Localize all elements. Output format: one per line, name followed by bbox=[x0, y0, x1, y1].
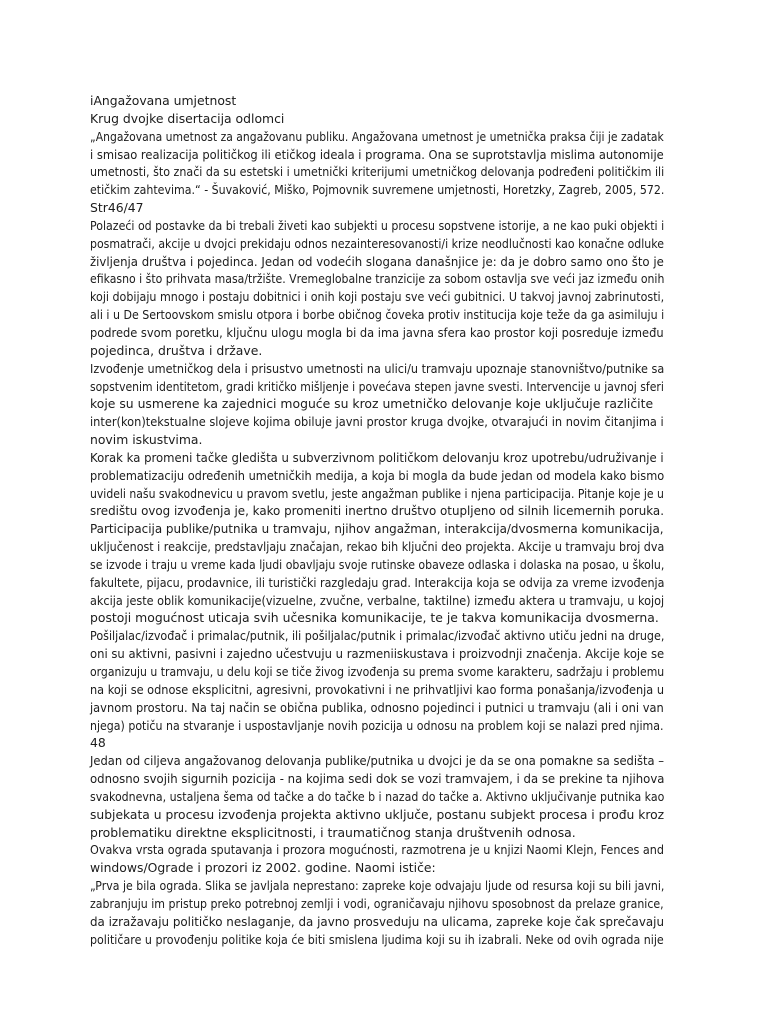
text-line: efikasno i što prihvata masa/tržište. Vremeglobalne tranzicije za sobom ostavlja sve veći jaz između onih bbox=[90, 271, 665, 287]
text-line: se izvode i traju u vreme kada ljudi obavljaju svoje rutinske obaveze odlaska i dolaska na posao, u školu, bbox=[90, 556, 665, 572]
text-line: umetnosti, što znači da su estetski i umetnički kriterijumi umetničkog delovanja podređeni političkim ili bbox=[90, 164, 665, 180]
text-line: akcija jeste oblik komunikacije(vizuelne, zvučne, verbalne, taktilne) između aktera u tramvaju, u kojoj bbox=[90, 592, 665, 608]
text-line: njega) potiču na stvaranje i uspostavljanje novih pozicija u odnosu na problem koji se nalazi pred njima. bbox=[90, 717, 664, 733]
text-line: pojedinca, društva i države. bbox=[90, 342, 263, 358]
text-line: Krug dvojke disertacija odlomci bbox=[90, 110, 285, 126]
text-line: življenja društva i pojedinca. Jedan od vodećih slogana današnjice je: da je dobro samo ono što je bbox=[90, 253, 664, 269]
text-line: svakodnevna, ustaljena šema od tačke a do tačke b i nazad do tačke a. Aktivno uključivanje putnika kao bbox=[90, 788, 665, 804]
text-line: sopstvenim identitetom, gradi kritičko mišljenje i povećava stepen javne svesti. Intervencije u javnoj sferi bbox=[90, 378, 664, 394]
text-line: odnosno svojih sigurnih pozicija - na kojima sedi dok se vozi tramvajem, i da se prekine ta njihova bbox=[90, 771, 665, 787]
text-line: inter(kon)tekstualne slojeve kojima obiluje javni prostor kruga dvojke, otvarajući in novim čitanjima i bbox=[90, 414, 664, 430]
text-line: ali i u De Sertoovskom smislu otpora i borbe običnog čoveka protiv institucija koje teže da ga asimiluju i bbox=[90, 307, 665, 323]
text-line: problematizaciju određenih umetničkih medija, a koja bi mogla da bude jedan od modela kako bismo bbox=[90, 467, 665, 483]
text-line: „Angažovana umetnost za angažovanu publiku. Angažovana umetnost je umetnička praksa čiji je zadatak bbox=[90, 128, 664, 144]
paragraph bbox=[90, 217, 664, 360]
text-line: podrede svom poretku, ključnu ulogu mogla bi da ima javna sfera kao prostor koji posreduje između bbox=[90, 324, 664, 340]
text-line: koji dobijaju mnogo i postaju dobitnici i onih koji postaju sve veći gubitnici. U takvoj javnoj zabrinutosti, bbox=[90, 289, 665, 305]
page-reference bbox=[90, 734, 664, 752]
text-line: etičkim zahtevima.“ - Šuvaković, Miško, Pojmovnik suvremene umjetnosti, Horetzky, Zagreb, 2005, 572. bbox=[90, 182, 665, 198]
text-line: Str46/47 bbox=[90, 200, 144, 216]
text-line: središtu ovog izvođenja je, kako promeniti inertno društvo otupljeno od silnih licemernih poruka. bbox=[90, 503, 664, 519]
text-line: Jedan od ciljeva angažovanog delovanja publike/putnika u dvojci je da se ona pomakne sa sedišta – bbox=[90, 753, 665, 769]
paragraph bbox=[90, 627, 664, 734]
text-line: političare u provođenju politike koja će biti smislena ljudima koji su ih izabrali. Neke od ovih ograda nije bbox=[90, 931, 664, 947]
text-line: uvideli našu svakodnevicu u pravom svetlu, jeste angažman publike i njena participacija. Pitanje koje je u bbox=[90, 485, 664, 501]
text-line: subjekata u procesu izvođenja projekta aktivno uključe, postanu subjekt procesa i prođu kroz bbox=[90, 806, 665, 822]
text-line: posmatrači, akcije u dvojci prekidaju odnos nezainteresovanosti/i krize neodlučnosti kao konačne odluke bbox=[90, 235, 664, 251]
document-subtitle bbox=[90, 110, 664, 128]
text-line: zabranjuju im pristup preko potrebnoj zemlji i vodi, ograničavaju njihovu sposobnost da prelaze granice, bbox=[90, 895, 664, 911]
text-line: na koji se odnose eksplicitni, agresivni, provokativni i ne prihvatljivi kao forma ponašanja/izvođenja u bbox=[90, 681, 665, 697]
text-line: problematiku direktne eksplicitnosti, i traumatičnog stanja društvenih odnosa. bbox=[90, 824, 576, 840]
text-line: 48 bbox=[90, 735, 106, 751]
quotation-block bbox=[90, 128, 664, 199]
text-line: postoji mogućnost uticaja svih učesnika komunikacije, te je takva komunikacija dvosmerna. bbox=[90, 610, 659, 626]
text-line: „Prva je bila ograda. Slika se javljala neprestano: zapreke koje odvajaju ljude od resursa koji su bili javni, bbox=[90, 878, 665, 894]
text-line: uključenost i reakcije, predstavljaju značajan, rekao bih ključni deo projekta. Akcije u tramvaju broj dva bbox=[90, 539, 665, 555]
text-line: windows/Ograde i prozori iz 2002. godine. Naomi ističe: bbox=[90, 860, 436, 876]
text-line: koje su usmerene ka zajednici moguće su kroz umetničko delovanje koje uključuje različite bbox=[90, 396, 654, 412]
quotation-block bbox=[90, 877, 664, 948]
text-line: javnom prostoru. Na taj način se obična publika, odnosno pojedinci i putnici u tramvaju (ali i oni van bbox=[90, 699, 664, 715]
text-line: Korak ka promeni tačke gledišta u subverzivnom političkom delovanju kroz upotrebu/udruživanje i bbox=[90, 449, 664, 465]
paragraph bbox=[90, 752, 664, 841]
document-page bbox=[90, 92, 664, 949]
text-line: fakultete, pijacu, prodavnice, ili turistički razgledaju grad. Interakcija koja se odvija za vreme izvođenja bbox=[90, 574, 665, 590]
text-line: da izražavaju političko neslaganje, da javno prosveduju na ulicama, zapreke koje čak sprečavaju bbox=[90, 913, 665, 929]
paragraph bbox=[90, 841, 664, 877]
text-line: organizuju u tramvaju, u delu koji se tiče živog izvođenja su prema svome karakteru, sadržaju i problemu bbox=[90, 664, 665, 679]
text-line: iAngažovana umjetnost bbox=[90, 93, 237, 108]
document-title bbox=[90, 92, 664, 110]
text-line: Pošiljalac/izvođač i primalac/putnik, ili pošiljalac/putnik i primalac/izvođač aktivno utiču jedni na druge, bbox=[90, 628, 665, 644]
text-line: Participacija publike/putnika u tramvaju, njihov angažman, interakcija/dvosmerna komunikacija, bbox=[90, 521, 664, 537]
text-line: Polazeći od postavke da bi trebali živeti kao subjekti u procesu sopstvene istorije, a ne kao puki objekti i bbox=[90, 217, 665, 233]
paragraph bbox=[90, 360, 664, 449]
page-reference bbox=[90, 199, 664, 217]
text-line: Izvođenje umetničkog dela i prisustvo umetnosti na ulici/u tramvaju upoznaje stanovništvo/putnike sa bbox=[90, 360, 665, 376]
text-line: Ovakva vrsta ograda sputavanja i prozora mogućnosti, razmotrena je u knjizi Naomi Klejn, Fences and bbox=[90, 842, 664, 858]
text-line: oni su aktivni, pasivni i zajedno učestvuju u razmeniiskustava i proizvodnji značenja. Akcije koje se bbox=[90, 646, 665, 662]
paragraph bbox=[90, 449, 664, 520]
text-line: novim iskustvima. bbox=[90, 432, 203, 448]
paragraph bbox=[90, 520, 664, 627]
text-line: i smisao realizacija političkog ili etičkog ideala i programa. Ona se suprotstavlja mislima autonomije bbox=[90, 146, 664, 162]
